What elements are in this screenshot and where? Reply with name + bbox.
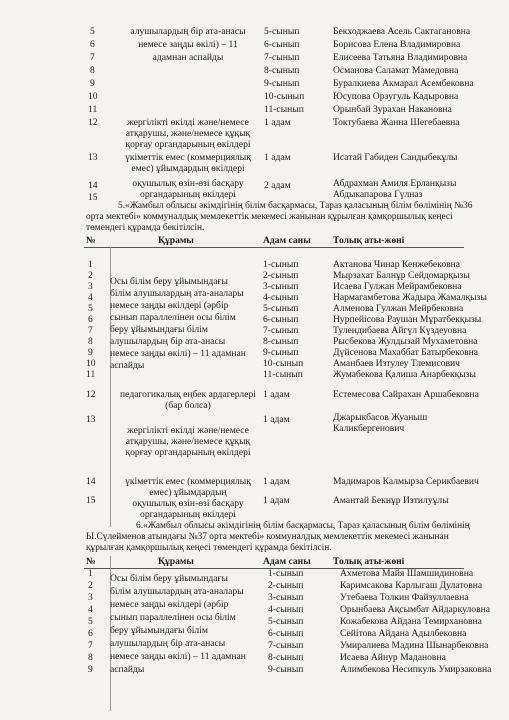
name-cell: Нармагамбетова Жадыра Жамалқызы <box>333 292 487 303</box>
role-cell: оқушылық өзін-өзі басқару <box>132 178 244 189</box>
row-number: 7 <box>88 640 93 651</box>
row-number: 3 <box>88 592 93 603</box>
name-cell: Исаева Айнур Мадановна <box>340 652 446 663</box>
role-cell: білім алушылардың ата-аналары <box>110 288 244 299</box>
name-cell: Алменова Гулжан Мейрбековна <box>333 303 464 314</box>
name-cell: Абдыкапарова Гүлназ <box>333 189 423 200</box>
role-cell: оқушылық өзін-өзі басқару <box>132 498 244 509</box>
row-number: 9 <box>90 78 95 89</box>
row-number: 5 <box>88 616 93 627</box>
row-number: 6 <box>88 314 93 325</box>
name-cell: Бекходжаева Асель Сактагановна <box>333 26 471 37</box>
row-number: 3 <box>88 281 93 292</box>
row-number: 11 <box>88 104 98 115</box>
role-cell: органдарының өкілдері <box>140 509 236 520</box>
row-number: 2 <box>88 580 93 591</box>
name-cell: Дүйсенова Махаббат Батырбековна <box>333 347 479 358</box>
paragraph-6-line: Ы.Сүлейменов атындағы №37 орта мектебі» коммуналдық мемлекеттік мекемесі жанынан <box>86 532 449 542</box>
row-number: 8 <box>88 652 93 663</box>
role-cell: Осы білім беру ұйымындағы <box>110 573 228 584</box>
name-cell: Мырзахат Балнұр Сейдомарқызы <box>333 270 470 281</box>
header-count: Адам саны <box>263 556 311 567</box>
role-cell: немесе заңды өкілі) – 11 <box>138 39 238 50</box>
count-cell: 4-сынып <box>268 604 304 615</box>
name-cell: Утебаева Толкин Файзуллаевна <box>340 592 469 603</box>
role-cell: жергілікті өкілді және/немесе <box>127 117 249 128</box>
role-cell: қорғау органдарының өкілдері <box>125 139 251 150</box>
row-number: 12 <box>86 389 96 400</box>
name-cell: Амантай Бекнұр Изтилуұлы <box>333 495 449 506</box>
row-number: 9 <box>88 664 93 675</box>
count-cell: 7-сынып <box>268 640 304 651</box>
header-count: Адам саны <box>263 235 311 246</box>
name-cell: Буралкиева Акмарал Асембековна <box>333 78 474 89</box>
name-cell: Ахметова Майя Шамшидиновна <box>340 568 474 579</box>
role-cell: (бар болса) <box>165 400 211 411</box>
row-number: 7 <box>90 52 95 63</box>
name-cell: Абдрахман Амиля Ерланқызы <box>333 178 457 189</box>
count-cell: 11-сынып <box>264 104 304 115</box>
count-cell: 6-сынып <box>264 39 300 50</box>
row-number: 6 <box>90 39 95 50</box>
name-cell: Токтубаева Жанна Шегебаевна <box>333 117 460 128</box>
role-cell: сынып параллелінен осы білім <box>110 612 236 623</box>
role-cell: алушылардың бір ата-анасы <box>110 638 226 649</box>
name-cell: Юсупова Орзугуль Кадыровна <box>333 91 459 102</box>
paragraph-6-line: құрылған қамқоршылық кеңесі төмендегі құрамда бекітілсін. <box>86 543 332 553</box>
row-number: 12 <box>88 117 98 128</box>
name-cell: Рысбекова Жулдызай Мухаметовна <box>333 336 478 347</box>
count-cell: 8-сынып <box>264 65 300 76</box>
role-cell: қорғау органдарының өкілдері <box>125 447 251 458</box>
count-cell: 9-сынып <box>264 78 300 89</box>
name-cell: Исаева Гулжан Мейрамбековна <box>333 281 462 292</box>
role-cell: Осы білім беру ұйымындағы <box>110 276 228 287</box>
count-cell: 7-сынып <box>264 52 300 63</box>
count-cell: 1-сынып <box>268 568 304 579</box>
name-cell: Османова Саламат Мамедовна <box>333 65 459 76</box>
count-cell: 8-сынып <box>268 652 304 663</box>
role-cell: атқарушы, және/немесе құқық <box>125 436 251 447</box>
name-cell: Каликбергенович <box>333 423 405 434</box>
role-cell: адамнан аспайды <box>152 52 224 63</box>
paragraph-5-line: төмендегі құрамда бекітілсін. <box>86 223 205 233</box>
count-cell: 10-сынып <box>263 358 304 369</box>
row-number: 14 <box>88 180 98 191</box>
row-number: 6 <box>88 628 93 639</box>
header-number: № <box>86 556 96 567</box>
count-cell: 3-сынып <box>263 281 299 292</box>
role-cell: үкіметтік емес (коммерциялық <box>125 152 251 163</box>
count-cell: 7-сынып <box>263 325 299 336</box>
role-cell: немесе заңды өкілі) – 11 адамнан <box>110 651 246 662</box>
name-cell: Нурпейісова Раушан Мұратбекқызы <box>333 314 482 325</box>
name-cell: Жумабекова Қалиша Анарбекқызы <box>333 369 476 380</box>
count-cell: 3-сынып <box>268 592 304 603</box>
name-cell: Исатай Габиден Сандыбекұлы <box>333 152 458 163</box>
role-cell: педагогикалық еңбек ардагерлері <box>120 389 256 400</box>
row-number: 5 <box>88 303 93 314</box>
name-cell: Естемесова Сайрахан Аршабековна <box>333 389 479 400</box>
role-cell: емес) ұйымдардың <box>149 487 227 498</box>
row-number: 4 <box>88 604 93 615</box>
header-name: Толық аты-жөні <box>333 556 405 567</box>
row-number: 1 <box>88 259 93 270</box>
row-number: 13 <box>86 414 96 425</box>
role-cell: аспайды <box>110 360 145 371</box>
row-number: 14 <box>86 476 96 487</box>
count-cell: 1 адам <box>264 117 291 128</box>
count-cell: 6-сынып <box>263 314 299 325</box>
paragraph-6-line: 6.«Жамбыл облысы әкімдігінің білім басқармасы, Тараз қаласының білім бөлімінің <box>136 521 470 531</box>
count-cell: 1 адам <box>263 414 290 425</box>
count-cell: 5-сынып <box>268 616 304 627</box>
row-number: 13 <box>88 152 98 163</box>
count-cell: 4-сынып <box>263 292 299 303</box>
count-cell: 11-сынып <box>263 369 303 380</box>
count-cell: 2-сынып <box>268 580 304 591</box>
count-cell: 9-сынып <box>268 664 304 675</box>
paragraph-5-line: 5.«Жамбыл облысы әкімдігінің білім басқармасы, Тараз қаласының білім бөлімінің №36 <box>118 201 473 211</box>
count-cell: 9-сынып <box>263 347 299 358</box>
count-cell: 6-сынып <box>268 628 304 639</box>
count-cell: 1 адам <box>264 152 291 163</box>
name-cell: Сейітова Айдана Адылбековна <box>340 628 467 639</box>
row-number: 2 <box>88 270 93 281</box>
row-number: 5 <box>90 26 95 37</box>
header-name: Толық аты-жөні <box>333 235 405 246</box>
role-cell: алушылардың бір ата-анасы <box>130 26 246 37</box>
count-cell: 2-сынып <box>263 270 299 281</box>
row-number: 9 <box>88 347 93 358</box>
header-role: Құрамы <box>158 556 194 567</box>
name-cell: Аманбаев Изтулеу Тлемисович <box>333 358 460 369</box>
count-cell: 1-сынып <box>263 259 299 270</box>
header-number: № <box>86 235 96 246</box>
name-cell: Мадимаров Калмырза Серикбаевич <box>333 476 479 487</box>
role-cell: беру ұйымындағы білім <box>110 625 208 636</box>
role-cell: сынып параллелінен осы білім <box>110 312 236 323</box>
row-number: 11 <box>86 369 96 380</box>
name-cell: Каримсакова Карлыгаш Дулатовна <box>340 580 483 591</box>
table-rule <box>84 247 464 248</box>
role-cell: аспайды <box>110 664 145 675</box>
name-cell: Орынбай Зурахан Накановна <box>333 104 452 115</box>
count-cell: 8-сынып <box>263 336 299 347</box>
row-number: 8 <box>90 65 95 76</box>
row-number: 8 <box>88 336 93 347</box>
name-cell: Елисеева Татьяна Владимировна <box>333 52 468 63</box>
name-cell: Умиралиева Мадина Шынарбековна <box>340 640 489 651</box>
count-cell: 1 адам <box>263 389 290 400</box>
role-cell: беру ұйымындағы білім <box>110 324 208 335</box>
name-cell: Борисова Елена Владимировна <box>333 39 461 50</box>
role-cell: немесе заңды өкілі) – 11 адамнан <box>110 348 246 359</box>
row-number: 4 <box>88 292 93 303</box>
name-cell: Кожабекова Айдана Темирхановна <box>340 616 482 627</box>
role-cell: емес) ұйымдардың өкілдері <box>131 163 245 174</box>
role-cell: алушылардың бір ата-анасы <box>110 336 226 347</box>
count-cell: 2 адам <box>264 180 291 191</box>
count-cell: 5-сынып <box>264 26 300 37</box>
name-cell: Алимбекова Несипкуль Умирзаковна <box>340 664 492 675</box>
name-cell: Актанова Чинар Кенжебековна <box>333 259 461 270</box>
row-number: 15 <box>88 192 98 203</box>
name-cell: Орынбаева Ақсымбат Айдаркуловна <box>340 604 491 615</box>
name-cell: Джарыкбасов Жуаныш <box>333 412 428 423</box>
row-number: 10 <box>88 91 98 102</box>
row-number: 7 <box>88 325 93 336</box>
role-cell: немесе заңды өкілдері (әрбір <box>110 599 229 610</box>
role-cell: білім алушылардың ата-аналары <box>110 586 244 597</box>
name-cell: Тулендибаева Айгүл Күздеуовна <box>333 325 467 336</box>
role-cell: органдарының өкілдері <box>140 189 236 200</box>
role-cell: жергілікті өкілді және/немесе <box>127 425 249 436</box>
paragraph-5-line: орта мектебі» коммуналдық мемлекеттік мекемесі жанынан құрылған қамқоршылық кеңесі <box>86 212 453 222</box>
row-number: 10 <box>86 358 96 369</box>
count-cell: 1 адам <box>263 476 290 487</box>
count-cell: 10-сынып <box>264 91 305 102</box>
header-role: Құрамы <box>158 235 194 246</box>
role-cell: немесе заңды өкілдері (әрбір <box>110 300 229 311</box>
role-cell: атқарушы, және/немесе құқық <box>125 128 251 139</box>
count-cell: 5-сынып <box>263 303 299 314</box>
row-number: 15 <box>86 495 96 506</box>
count-cell: 1 адам <box>263 495 290 506</box>
role-cell: үкіметтік емес (коммерциялық <box>125 476 251 487</box>
row-number: 1 <box>88 568 93 579</box>
